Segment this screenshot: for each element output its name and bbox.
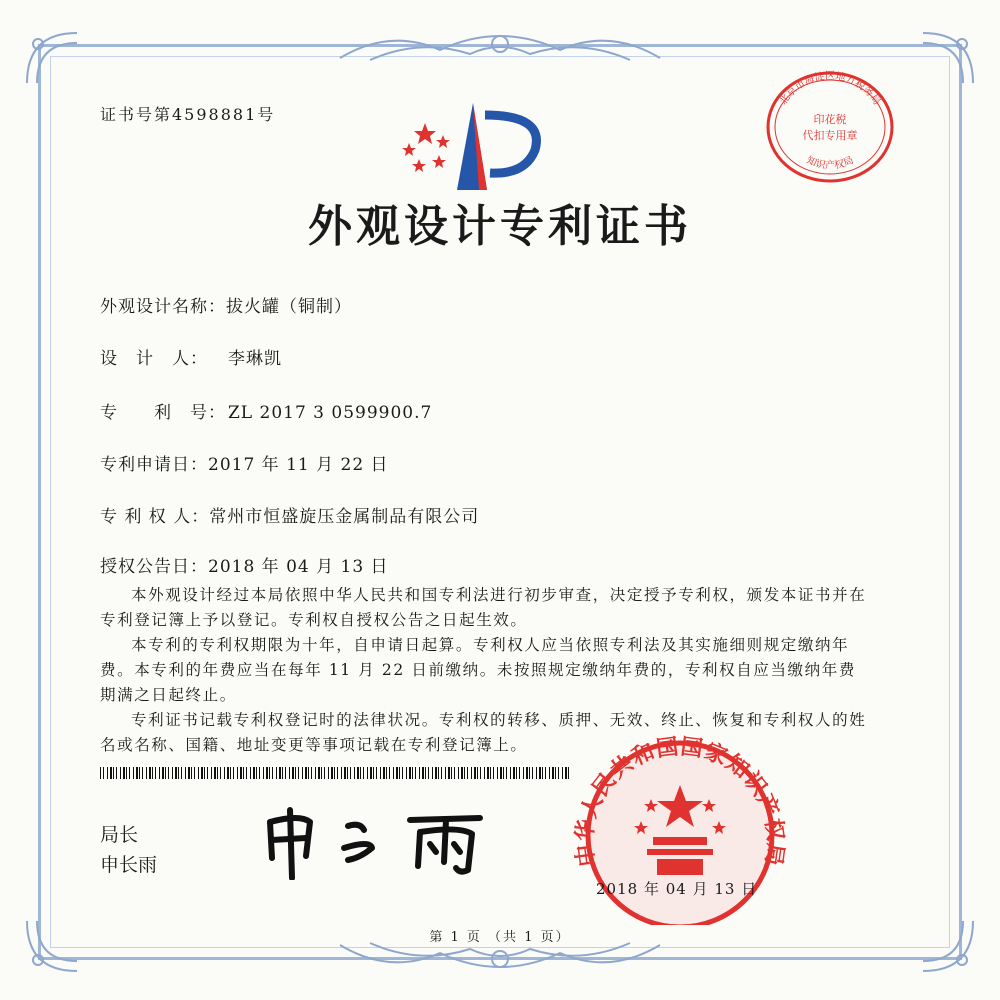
- field-application-date: [100, 450, 389, 475]
- barcode-icon: [100, 767, 570, 779]
- field-value: 2017 年 11 月 22 日: [208, 455, 389, 475]
- tax-stamp-icon: [760, 65, 900, 185]
- director-signature-icon: [260, 800, 490, 880]
- top-ornament-icon: [330, 28, 670, 68]
- field-label: 专 利 权 人：: [100, 507, 210, 527]
- field-label: 授权公告日：: [100, 557, 208, 577]
- patent-office-emblem-icon: [395, 95, 555, 195]
- director-name: 申长雨: [100, 854, 158, 876]
- field-patent-number: [100, 398, 432, 423]
- stamp-center-line2: 代扣专用章: [802, 129, 858, 142]
- corner-ornament-icon: [22, 916, 82, 976]
- stamp-ring-text: 北京市海淀区地方税务局: [777, 71, 883, 108]
- page-number: 第 1 页 （共 1 页）: [429, 930, 571, 945]
- corner-ornament-icon: [22, 28, 82, 88]
- seal-ring-text: 中华人民共和国国家知识产权局: [572, 734, 788, 868]
- field-design-name: [100, 292, 352, 317]
- field-grant-date: [100, 552, 389, 577]
- body-paragraph: 专利证书记载专利权登记时的法律状况。专利权的转移、质押、无效、终止、恢复和专利权人的姓名或名称、国籍、地址变更等事项记载在专利登记簿上。: [100, 711, 867, 754]
- field-label: 专利申请日：: [100, 455, 208, 475]
- certificate-title: 外观设计专利证书: [308, 201, 692, 252]
- body-paragraph: 本外观设计经过本局依照中华人民共和国专利法进行初步审查，决定授予专利权，颁发本证书并在专利登记簿上予以登记。专利权自授权公告之日起生效。: [100, 586, 867, 629]
- field-value: 2018 年 04 月 13 日: [208, 557, 389, 577]
- field-label: 设 计 人：: [100, 349, 208, 369]
- field-value: ZL 2017 3 0599900.7: [228, 403, 433, 423]
- field-designer: [100, 344, 282, 369]
- certificate-number: 证书号第4598881号: [100, 105, 276, 124]
- svg-text:北京市海淀区地方税务局: [777, 69, 883, 107]
- corner-ornament-icon: [918, 916, 978, 976]
- field-patentee: [100, 502, 479, 527]
- corner-ornament-icon: [918, 28, 978, 88]
- stamp-bottom-text: 知识产权局: [804, 154, 856, 172]
- field-value: 拔火罐（铜制）: [226, 297, 352, 317]
- body-paragraph: 本专利的专利权期限为十年，自申请日起算。专利权人应当依照专利法及其实施细则规定缴纳年费。本专利的年费应当在每年 11 月 22 日前缴纳。未按照规定缴纳年费的，专利权自应当缴纳年费期满之日起终止。: [100, 636, 856, 704]
- director-title: 局长: [100, 824, 139, 846]
- field-value: 常州市恒盛旋压金属制品有限公司: [209, 507, 480, 527]
- field-label: 专 利 号：: [100, 403, 226, 423]
- field-label: 外观设计名称：: [100, 297, 226, 317]
- seal-date: 2018 年 04 月 13 日: [596, 880, 758, 898]
- field-value: 李琳凯: [228, 349, 282, 369]
- stamp-center-line1: 印花税: [813, 113, 847, 126]
- svg-text:知识产权局: [805, 154, 856, 172]
